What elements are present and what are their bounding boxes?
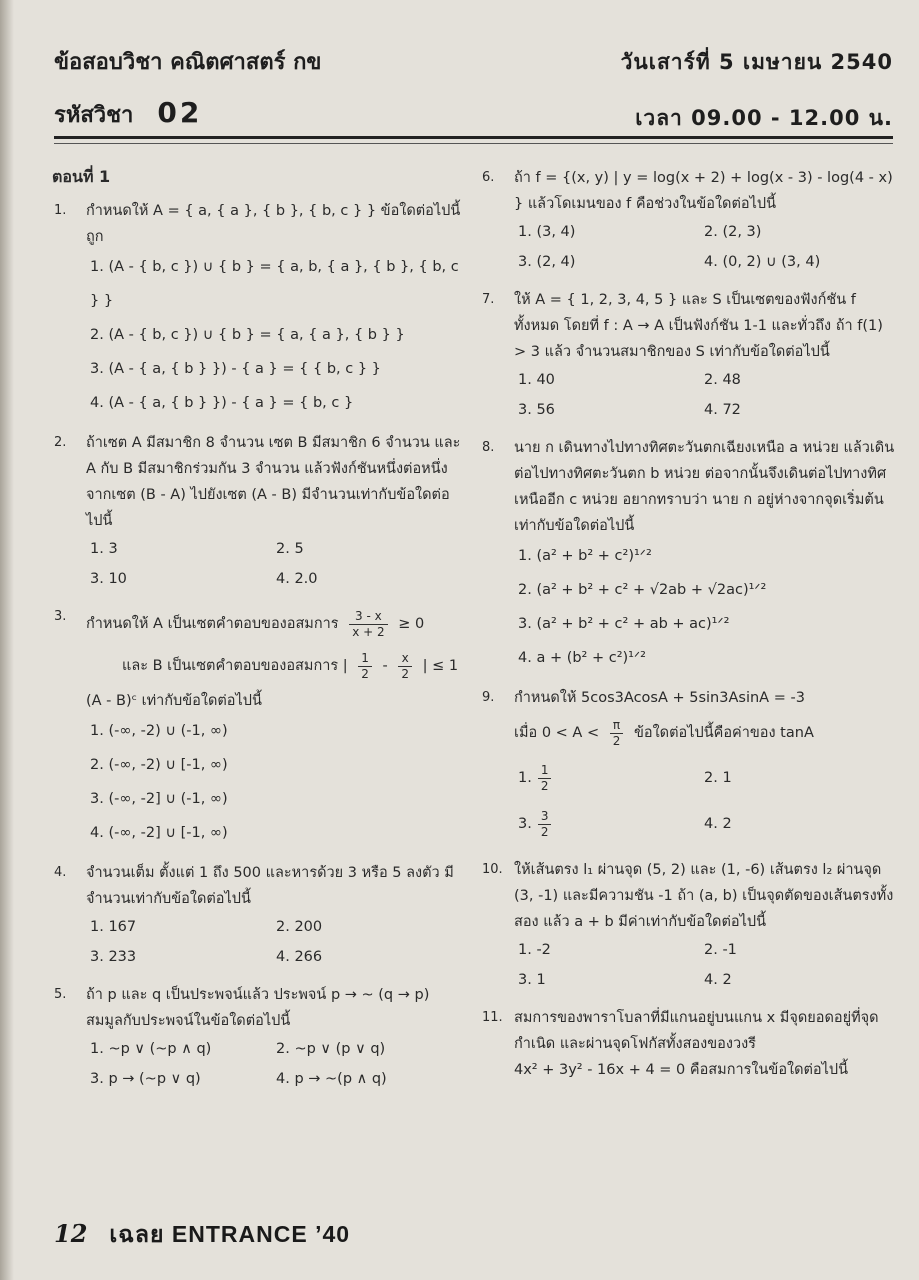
- minus-sign: -: [382, 658, 388, 674]
- question-6: [480, 165, 898, 277]
- question-number: 10.: [482, 862, 503, 877]
- publication-brand: เฉลย ENTRANCE ’40: [109, 1221, 351, 1247]
- choices: [86, 534, 462, 594]
- question-text: ให้ A = { 1, 2, 3, 4, 5 } และ S เป็นเซตของฟังก์ชัน f ทั้งหมด โดยที่ f : A → A เป็นฟังก์ชัน 1-1 และทั่วถึง ถ้า f(1) > 3 แล้ว จำนวนสมาชิกของ S เท่ากับข้อใดต่อไปนี้: [514, 292, 883, 360]
- question-line-1: [86, 604, 462, 644]
- numerator: 1: [358, 651, 372, 667]
- question-7: [480, 287, 898, 425]
- denominator: x + 2: [352, 624, 385, 639]
- code-label: รหัสวิชา: [54, 103, 134, 128]
- choices: [86, 1034, 462, 1094]
- choice-4[interactable]: 4. 72: [704, 402, 741, 418]
- choice-1[interactable]: 1. 40: [518, 372, 555, 388]
- question-line-2: [514, 711, 898, 755]
- choice-4[interactable]: 4. (-∞, -2] ∪ [-1, ∞): [90, 825, 228, 841]
- choice-number: 3.: [518, 816, 532, 832]
- choice-2[interactable]: 2. (a² + b² + c² + √2ab + √2ac)¹ᐟ²: [518, 582, 767, 598]
- choice-3[interactable]: 3. 56: [518, 402, 555, 418]
- question-text: ถ้าเซต A มีสมาชิก 8 จำนวน เซต B มีสมาชิก 6 จำนวน และ A กับ B มีสมาชิกร่วมกัน 3 จำนวน แล้วฟังก์ชันหนึ่งต่อหนึ่งจากเซต (B - A) ไปยังเซต (A - B) มีจำนวนเท่ากับข้อใดต่อไปนี้: [86, 435, 461, 529]
- question-text: จำนวนเต็ม ตั้งแต่ 1 ถึง 500 และหารด้วย 3 หรือ 5 ลงตัว มีจำนวนเท่ากับข้อใดต่อไปนี้: [86, 865, 454, 907]
- choice-1[interactable]: 1. ~p ∨ (~p ∧ q): [90, 1041, 212, 1057]
- denominator: 2: [540, 824, 549, 839]
- choice-1[interactable]: 1. -2: [518, 942, 551, 958]
- choice-4[interactable]: 4. 2: [704, 972, 732, 988]
- denominator: 2: [540, 778, 549, 793]
- choice-2[interactable]: 2. 1: [704, 770, 732, 786]
- exam-time: เวลา 09.00 - 12.00 น.: [635, 106, 893, 130]
- choice-2[interactable]: 2. 5: [276, 541, 304, 557]
- choice-2[interactable]: 2. 200: [276, 919, 323, 935]
- choice-1[interactable]: 1. (-∞, -2) ∪ (-1, ∞): [90, 723, 228, 739]
- denominator: 2: [361, 666, 369, 681]
- choice-1[interactable]: 1. 167: [90, 919, 137, 935]
- question-2: [52, 430, 462, 594]
- left-column: [52, 165, 462, 1104]
- choice-3[interactable]: 3. 233: [90, 949, 137, 965]
- fraction: [349, 609, 387, 640]
- question-number: 3.: [54, 609, 67, 624]
- question-text: กำหนดให้ 5cos3AcosA + 5sin3AsinA = -3: [514, 690, 805, 706]
- fraction: [538, 763, 552, 794]
- question-text: (A - B)ᶜ เท่ากับข้อใดต่อไปนี้: [86, 693, 262, 709]
- question-number: 6.: [482, 170, 495, 185]
- choice-1[interactable]: 1. 3: [90, 541, 118, 557]
- choice-1[interactable]: 1. (A - { b, c }) ∪ { b } = { a, b, { a }, { b }, { b, c } }: [90, 259, 459, 309]
- question-text: ข้อใดต่อไปนี้คือค่าของ tanA: [633, 725, 814, 741]
- question-10: [480, 857, 898, 995]
- exam-date: วันเสาร์ที่ 5 เมษายน 2540: [620, 50, 893, 74]
- choice-4[interactable]: 4. p → ~(p ∧ q): [276, 1071, 387, 1087]
- question-11: [480, 1005, 898, 1083]
- question-9: [480, 685, 898, 847]
- question-5: [52, 982, 462, 1094]
- choice-4[interactable]: 4. 2: [704, 816, 732, 832]
- question-text: เมื่อ 0 < A <: [514, 725, 600, 741]
- choice-3[interactable]: 3. (2, 4): [518, 254, 576, 270]
- fraction: [358, 651, 372, 682]
- page-number: 12: [54, 1219, 88, 1248]
- numerator: 3: [538, 809, 552, 825]
- choice-number: 1.: [518, 770, 532, 786]
- choice-3[interactable]: 3. (A - { a, { b } }) - { a } = { { b, c } }: [90, 361, 381, 377]
- question-number: 8.: [482, 440, 495, 455]
- denominator: 2: [612, 733, 621, 748]
- exam-subject: ข้อสอบวิชา คณิตศาสตร์ กข: [54, 50, 322, 75]
- choice-3[interactable]: 3. 1: [518, 972, 546, 988]
- subject-code: [54, 96, 202, 132]
- choice-3[interactable]: 3. (-∞, -2] ∪ (-1, ∞): [90, 791, 228, 807]
- numerator: 1: [538, 763, 552, 779]
- question-number: 2.: [54, 435, 67, 450]
- question-line-2: [86, 644, 462, 688]
- question-1: [52, 198, 462, 420]
- question-text: นาย ก เดินทางไปทางทิศตะวันตกเฉียงเหนือ a หน่วย แล้วเดินต่อไปทางทิศตะวันตก b หน่วย ต่อจากนั้นจึงเดินต่อไปทางทิศเหนืออีก c หน่วย อยากทราบว่า นาย ก อยู่ห่างจากจุดเริ่มต้นเท่ากับข้อใดต่อไปนี้: [514, 440, 895, 534]
- choice-2[interactable]: 2. ~p ∨ (p ∨ q): [276, 1041, 386, 1057]
- question-number: 4.: [54, 865, 67, 880]
- header-rule-thin: [54, 143, 893, 144]
- choice-3[interactable]: [518, 801, 704, 847]
- choice-1[interactable]: 1. (a² + b² + c²)¹ᐟ²: [518, 548, 652, 564]
- choice-3[interactable]: 3. 10: [90, 571, 127, 587]
- question-number: 7.: [482, 292, 495, 307]
- fraction: [398, 651, 412, 682]
- question-4: [52, 860, 462, 972]
- question-text: และ B เป็นเซตคำตอบของอสมการ |: [122, 658, 348, 674]
- choice-1[interactable]: [518, 755, 704, 801]
- choice-4[interactable]: 4. (0, 2) ∪ (3, 4): [704, 254, 821, 270]
- choice-3[interactable]: 3. p → (~p ∨ q): [90, 1071, 201, 1087]
- question-number: 5.: [54, 987, 67, 1002]
- question-equation: 4x² + 3y² - 16x + 4 = 0 คือสมการในข้อใดต่อไปนี้: [514, 1062, 849, 1078]
- question-text: กำหนดให้ A = { a, { a }, { b }, { b, c } } ข้อใดต่อไปนี้ถูก: [86, 203, 461, 245]
- choices: [514, 755, 898, 847]
- question-text: ให้เส้นตรง l₁ ผ่านจุด (5, 2) และ (1, -6) เส้นตรง l₂ ผ่านจุด (3, -1) และมีความชัน -1 ถ้า (a, b) เป็นจุดตัดของเส้นตรงทั้งสอง แล้ว a + b มีค่าเท่ากับข้อใดต่อไปนี้: [514, 862, 894, 930]
- question-number: 11.: [482, 1010, 503, 1025]
- page-footer: [54, 1217, 350, 1253]
- choice-2[interactable]: 2. (A - { b, c }) ∪ { b } = { a, { a }, { b } }: [90, 327, 405, 343]
- fraction: [538, 809, 552, 840]
- question-text: กำหนดให้ A เป็นเซตคำตอบของอสมการ: [86, 616, 339, 632]
- section-title: ตอนที่ 1: [52, 167, 111, 186]
- choices: [514, 217, 898, 277]
- right-column: [480, 165, 898, 1093]
- question-3: [52, 604, 462, 850]
- question-text: ถ้า f = {(x, y) | y = log(x + 2) + log(x - 3) - log(4 - x) } แล้วโดเมนของ f คือช่วงในข้อใดต่อไปนี้: [514, 170, 893, 212]
- code-value: 02: [157, 96, 203, 129]
- choice-2[interactable]: 2. 48: [704, 372, 741, 388]
- numerator: x: [398, 651, 412, 667]
- choice-1[interactable]: 1. (3, 4): [518, 224, 576, 240]
- header-rule: [54, 136, 893, 139]
- choice-4[interactable]: 4. 266: [276, 949, 323, 965]
- numerator: π: [610, 718, 624, 734]
- choice-4[interactable]: 4. (A - { a, { b } }) - { a } = { b, c }: [90, 395, 354, 411]
- inequality-sign: ≥ 0: [398, 616, 425, 632]
- choice-2[interactable]: 2. (-∞, -2) ∪ [-1, ∞): [90, 757, 228, 773]
- question-8: [480, 435, 898, 675]
- choice-2[interactable]: 2. (2, 3): [704, 224, 762, 240]
- choice-3[interactable]: 3. (a² + b² + c² + ab + ac)¹ᐟ²: [518, 616, 730, 632]
- question-number: 9.: [482, 690, 495, 705]
- choices: [514, 365, 898, 425]
- question-text: ถ้า p และ q เป็นประพจน์แล้ว ประพจน์ p → ~ (q → p) สมมูลกับประพจน์ในข้อใดต่อไปนี้: [86, 987, 430, 1029]
- choices: [86, 912, 462, 972]
- inequality-sign: | ≤ 1: [422, 658, 459, 674]
- denominator: 2: [401, 666, 410, 681]
- question-text: สมการของพาราโบลาที่มีแกนอยู่บนแกน x มีจุดยอดอยู่ที่จุดกำเนิด และผ่านจุดโฟกัสทั้งสองของวงรี: [514, 1010, 879, 1052]
- choice-2[interactable]: 2. -1: [704, 942, 737, 958]
- question-number: 1.: [54, 203, 67, 218]
- numerator: 3 - x: [349, 609, 387, 625]
- choice-4[interactable]: 4. 2.0: [276, 571, 318, 587]
- choices: [514, 935, 898, 995]
- choice-4[interactable]: 4. a + (b² + c²)¹ᐟ²: [518, 650, 646, 666]
- fraction: [610, 718, 624, 749]
